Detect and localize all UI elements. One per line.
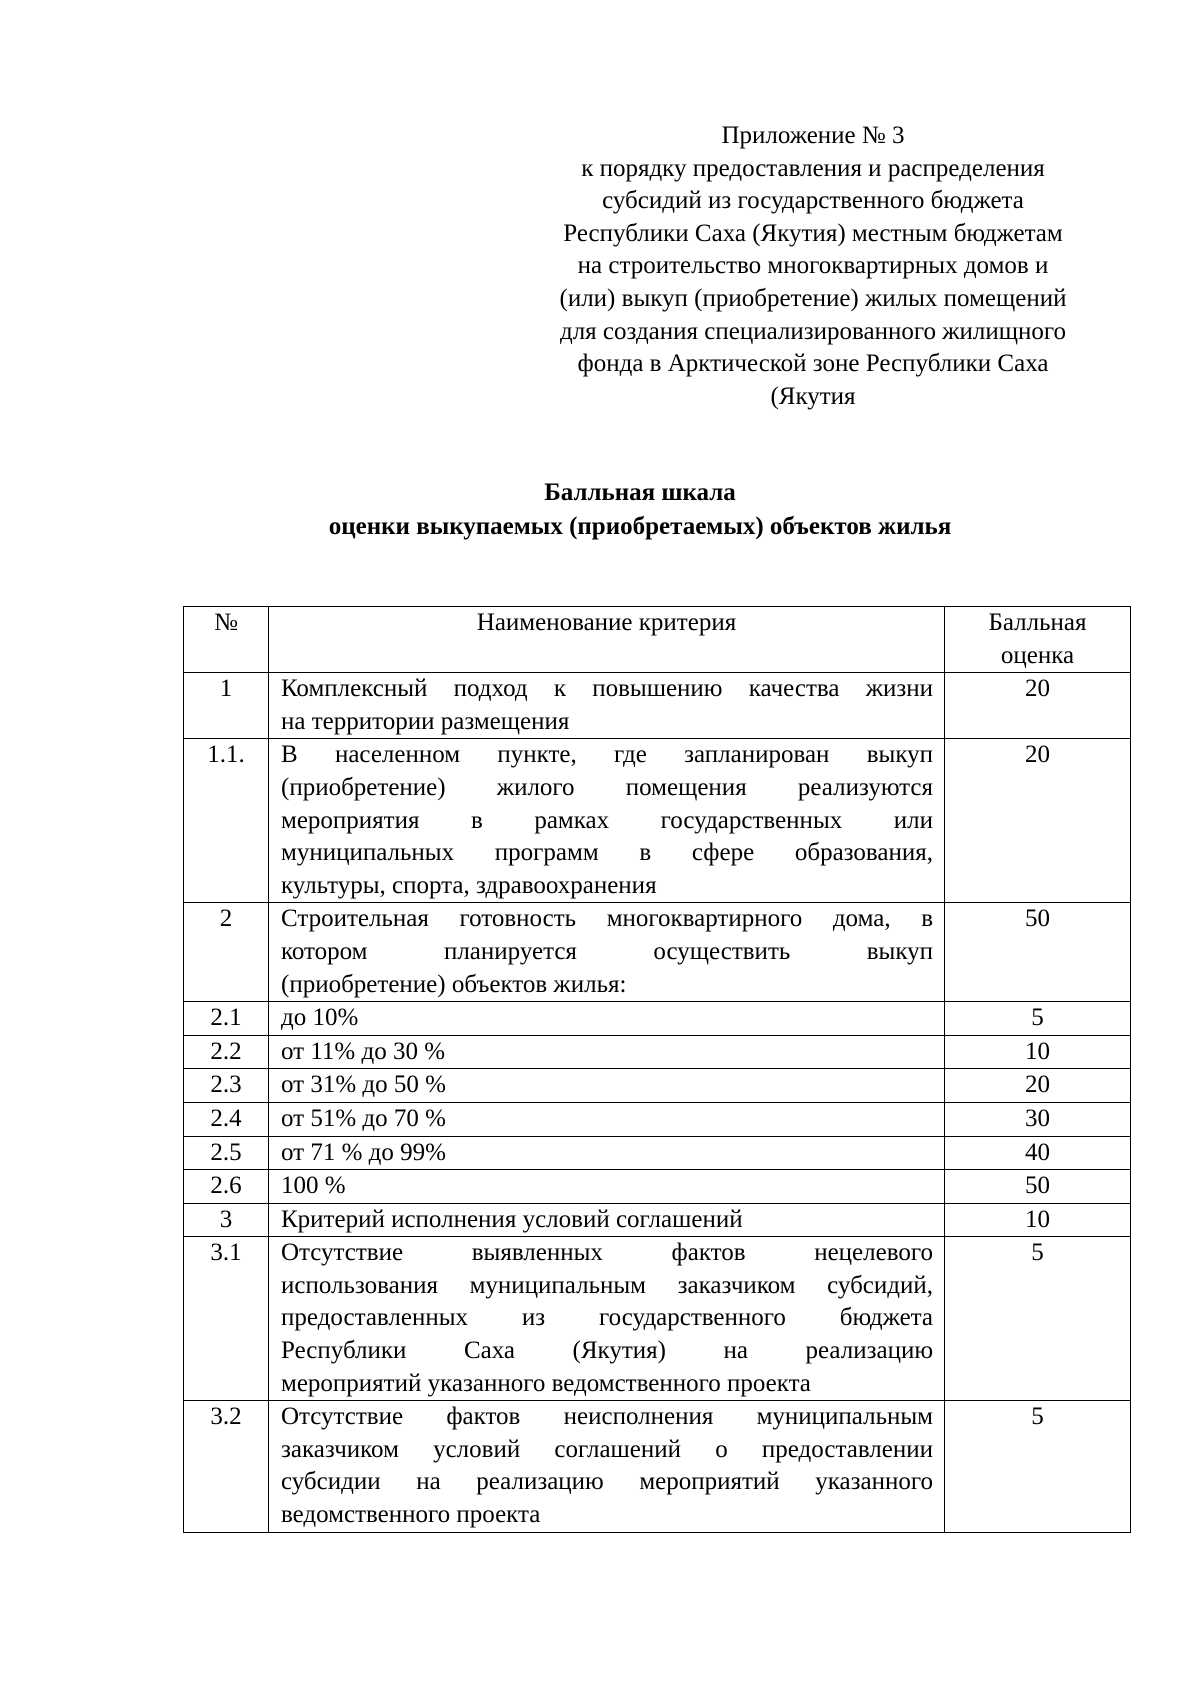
criterion-name bbox=[269, 1002, 945, 1036]
criterion-name bbox=[269, 1170, 945, 1204]
criterion-name bbox=[269, 1069, 945, 1103]
criterion-name-line: Строительная готовность многоквартирного дома, в bbox=[281, 905, 933, 933]
criterion-number: 2.1 bbox=[184, 1002, 269, 1036]
criterion-score: 5 bbox=[945, 1401, 1131, 1532]
table-row bbox=[184, 1102, 1131, 1136]
criterion-score: 20 bbox=[945, 673, 1131, 739]
appendix-block bbox=[520, 120, 1106, 413]
table-row bbox=[184, 739, 1131, 903]
criterion-score: 5 bbox=[945, 1002, 1131, 1036]
criterion-number: 1 bbox=[184, 673, 269, 739]
criterion-name bbox=[269, 903, 945, 1002]
criterion-score: 10 bbox=[945, 1203, 1131, 1237]
criterion-number: 2.5 bbox=[184, 1136, 269, 1170]
criterion-name bbox=[269, 1401, 945, 1532]
criterion-name-line: котором планируется осуществить выкуп bbox=[281, 937, 933, 965]
criterion-name-line: Отсутствие выявленных фактов нецелевого bbox=[281, 1239, 933, 1267]
table-row bbox=[184, 1035, 1131, 1069]
table-row bbox=[184, 1002, 1131, 1036]
criterion-number: 3.1 bbox=[184, 1237, 269, 1401]
criterion-score: 50 bbox=[945, 903, 1131, 1002]
table-row bbox=[184, 1069, 1131, 1103]
appendix-line: Приложение № 3 bbox=[721, 122, 905, 149]
criterion-name bbox=[269, 1203, 945, 1237]
criterion-name bbox=[269, 739, 945, 903]
table-row bbox=[184, 1170, 1131, 1204]
criterion-name-line: предоставленных из государственного бюджета bbox=[281, 1304, 933, 1332]
criterion-number: 2.3 bbox=[184, 1069, 269, 1103]
criterion-score: 20 bbox=[945, 739, 1131, 903]
criterion-name-line: от 31% до 50 % bbox=[281, 1071, 446, 1099]
appendix-line: (или) выкуп (приобретение) жилых помещений bbox=[559, 284, 1067, 312]
criterion-name-line: 100 % bbox=[281, 1172, 346, 1200]
criterion-name bbox=[269, 1136, 945, 1170]
criterion-name-line: до 10% bbox=[281, 1004, 359, 1032]
header-criterion-name: Наименование критерия bbox=[269, 607, 945, 673]
criteria-table bbox=[183, 606, 1131, 1533]
criterion-name-line: субсидии на реализацию мероприятий указанного bbox=[281, 1468, 933, 1496]
criterion-name-line: от 11% до 30 % bbox=[281, 1037, 446, 1065]
criterion-name-line: мероприятий указанного ведомственного проекта bbox=[281, 1369, 811, 1397]
table-row bbox=[184, 1136, 1131, 1170]
criterion-name bbox=[269, 673, 945, 739]
header-number: № bbox=[184, 607, 269, 673]
table-header-row bbox=[184, 607, 1131, 673]
criterion-name-line: В населенном пункте, где запланирован выкуп bbox=[281, 741, 933, 769]
criterion-number: 2.4 bbox=[184, 1102, 269, 1136]
criterion-number: 2.6 bbox=[184, 1170, 269, 1204]
criterion-name-line: ведомственного проекта bbox=[281, 1501, 541, 1529]
criterion-name-line: (приобретение) объектов жилья: bbox=[281, 970, 627, 998]
criterion-score: 50 bbox=[945, 1170, 1131, 1204]
criterion-name-line: заказчиком условий соглашений о предоставлении bbox=[281, 1435, 933, 1463]
criterion-score: 5 bbox=[945, 1237, 1131, 1401]
appendix-line: для создания специализированного жилищного bbox=[559, 317, 1067, 345]
criterion-name-line: от 71 % до 99% bbox=[281, 1138, 446, 1166]
criterion-name-line: на территории размещения bbox=[281, 707, 570, 735]
criterion-name-line: Критерий исполнения условий соглашений bbox=[281, 1205, 743, 1233]
criterion-name bbox=[269, 1102, 945, 1136]
criterion-name-line: (приобретение) жилого помещения реализуются bbox=[281, 773, 933, 801]
criterion-name bbox=[269, 1237, 945, 1401]
appendix-line: субсидий из государственного бюджета bbox=[602, 187, 1024, 215]
table-row bbox=[184, 1203, 1131, 1237]
table-row bbox=[184, 903, 1131, 1002]
criterion-name-line: муниципальных программ в сфере образования, bbox=[281, 839, 933, 867]
criterion-name-line: мероприятия в рамках государственных или bbox=[281, 806, 933, 834]
criterion-score: 30 bbox=[945, 1102, 1131, 1136]
appendix-line: к порядку предоставления и распределения bbox=[581, 154, 1045, 182]
criterion-number: 3 bbox=[184, 1203, 269, 1237]
criterion-name-line: от 51% до 70 % bbox=[281, 1104, 446, 1132]
criterion-score: 10 bbox=[945, 1035, 1131, 1069]
criterion-number: 1.1. bbox=[184, 739, 269, 903]
document-title: Балльная шкала bbox=[544, 479, 736, 506]
criterion-name-line: культуры, спорта, здравоохранения bbox=[281, 871, 657, 899]
document-subtitle: оценки выкупаемых (приобретаемых) объектов жилья bbox=[328, 513, 952, 540]
criterion-name-line: использования муниципальным заказчиком субсидий, bbox=[281, 1271, 933, 1299]
criterion-number: 2.2 bbox=[184, 1035, 269, 1069]
criteria-body bbox=[184, 673, 1131, 1532]
criterion-name-line: Отсутствие фактов неисполнения муниципальным bbox=[281, 1403, 933, 1431]
appendix-line: Республики Саха (Якутия) местным бюджетам bbox=[563, 219, 1063, 247]
criterion-number: 2 bbox=[184, 903, 269, 1002]
criterion-score: 20 bbox=[945, 1069, 1131, 1103]
criterion-score: 40 bbox=[945, 1136, 1131, 1170]
table-row bbox=[184, 1401, 1131, 1532]
appendix-line: (Якутия bbox=[770, 382, 856, 410]
appendix-line: фонда в Арктической зоне Республики Саха bbox=[577, 350, 1049, 378]
criterion-name bbox=[269, 1035, 945, 1069]
criterion-name-line: Республики Саха (Якутия) на реализацию bbox=[281, 1337, 933, 1365]
criterion-name-line: Комплексный подход к повышению качества жизни bbox=[281, 675, 933, 703]
header-score: Балльная оценка bbox=[945, 607, 1131, 673]
criterion-number: 3.2 bbox=[184, 1401, 269, 1532]
table-row bbox=[184, 673, 1131, 739]
appendix-line: на строительство многоквартирных домов и bbox=[577, 252, 1049, 280]
table-row bbox=[184, 1237, 1131, 1401]
